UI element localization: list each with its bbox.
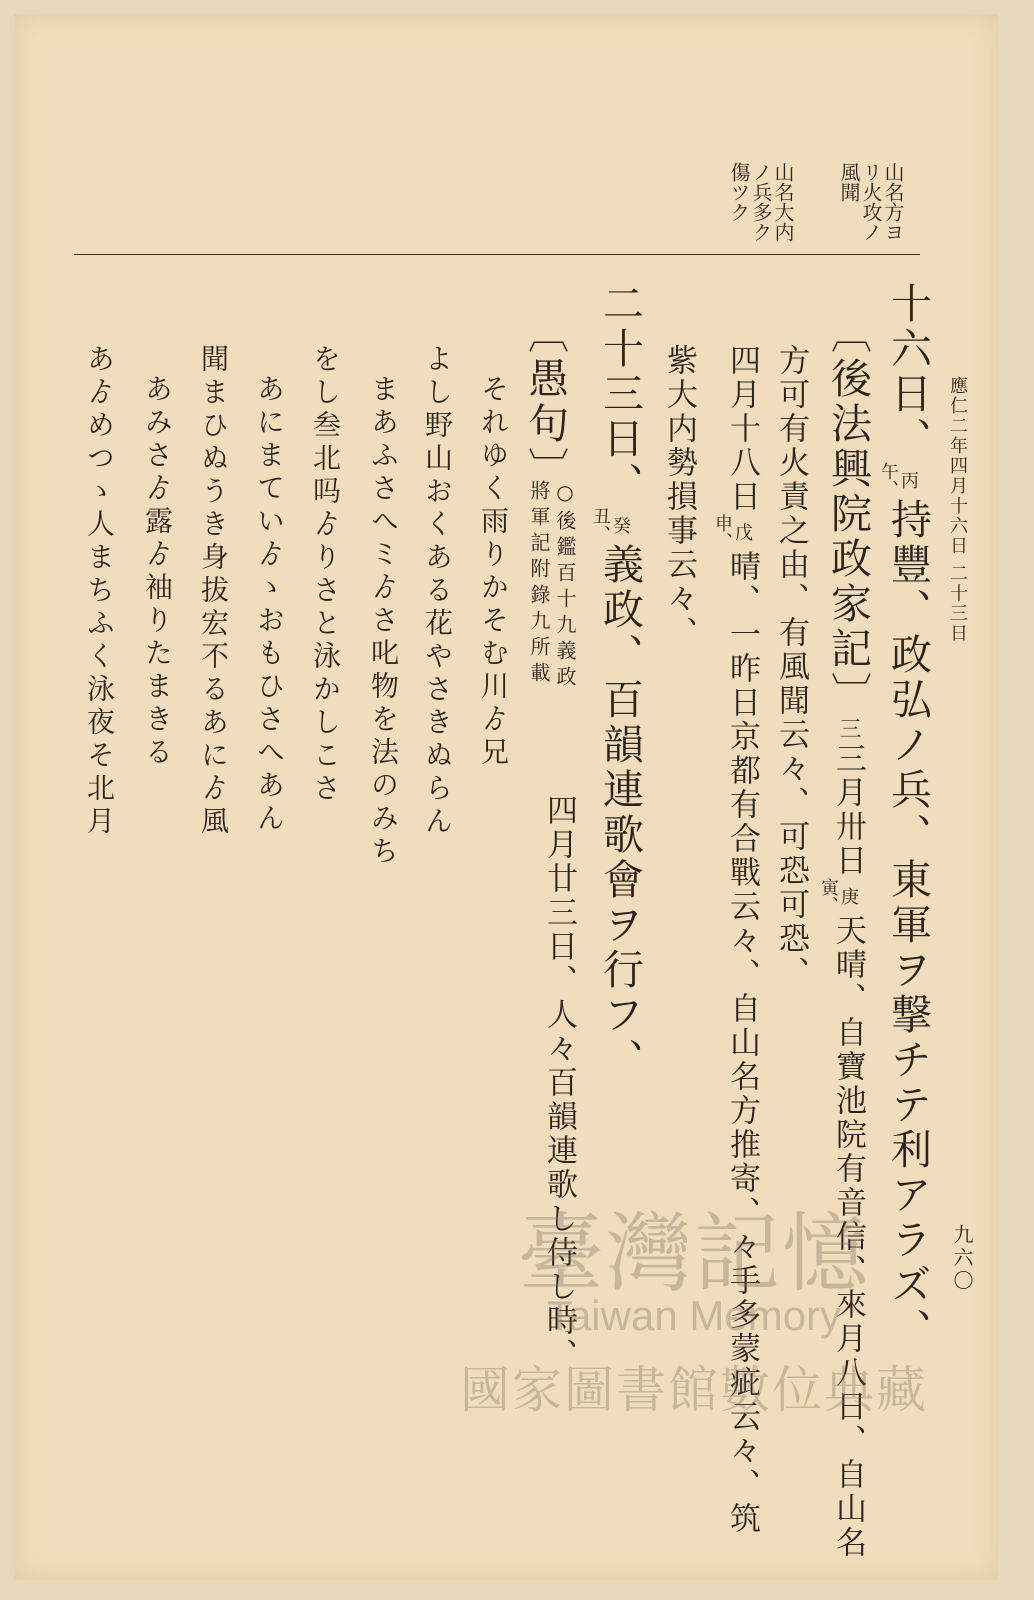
volume-number: 三 <box>836 717 861 742</box>
margin-note: 山名方ヨリ火攻ノ風聞 <box>837 162 905 242</box>
source-title: 愚句 <box>521 357 569 447</box>
source-line: 〔後法興院政家記〕三三月卅日 庚 寅、 天晴、自寶池院有音信、來月八日、自山名 <box>818 312 872 1560</box>
source-note: ○後鑑百十九義政 <box>553 480 577 692</box>
source-title: 後法興院政家記 <box>824 357 872 672</box>
poem-line: をし叁北吗ゟりさと泳かしこさ <box>309 344 342 806</box>
ganshi: 庚 寅、 <box>818 878 859 914</box>
poem-line: あゟめつゝ人まちふく泳夜そ北月 <box>83 344 116 839</box>
source-line: 四月十八日 戊 申、 晴、一昨日京都有合戰云々、自山名方推寄、々手多蒙疵云々、筑 <box>712 344 760 1536</box>
poem-line: それゆく雨りかそむ川ゟ兄 <box>477 374 510 770</box>
poem-line: あみさゟ露ゟ袖りたまきる <box>141 374 174 770</box>
poem-line: 聞まひぬうき身拔宏不るあにゟ風 <box>197 344 230 839</box>
ganshi: 戊 申、 <box>712 514 753 550</box>
entry-date: 十六日、 <box>884 282 932 462</box>
document-page <box>14 14 998 1580</box>
source-line: 〔愚句〕 <box>521 312 569 492</box>
poem-line: よし野山おくある花やさきぬらん <box>421 344 454 839</box>
page-number: 九六〇 <box>950 1224 974 1293</box>
running-head: 應仁二年四月十六日 二十三日 <box>947 376 968 644</box>
entry-heading-16 <box>878 282 931 1353</box>
poem-line: あにまていゟゝおもひさへあん <box>253 374 286 836</box>
source-note: 將軍記附錄九所載 <box>527 480 551 688</box>
watermark-english: Taiwan Memory <box>546 1292 842 1339</box>
header-rule <box>74 254 920 255</box>
ganshi: 癸 丑、 <box>590 507 631 543</box>
poem-line: まあふさへミゟさ叱物を法のみち <box>367 374 400 869</box>
source-intro: 四月廿三日、人々百韻連歌し侍し時、 <box>541 794 577 1372</box>
entry-text: 持豐、政弘ノ兵、東軍ヲ撃チテ利アラズ、 <box>884 498 932 1353</box>
margin-note: 山名大内ノ兵多ク傷ツク <box>727 162 795 242</box>
ganshi: 丙 午、 <box>878 462 919 498</box>
source-line: 方可有火責之由、有風聞云々、可恐可恐、 <box>773 344 809 990</box>
entry-text: 義政、百韻連歌會ヲ行フ、 <box>596 543 644 1083</box>
entry-date: 二十三日、 <box>596 282 644 507</box>
watermark-main: 臺灣記憶 <box>518 1204 870 1304</box>
source-line: 紫大内勢損事云々、 <box>661 344 697 650</box>
entry-heading-23 <box>590 282 643 1083</box>
watermark-sub: 國家圖書館數位典藏 <box>460 1361 928 1419</box>
